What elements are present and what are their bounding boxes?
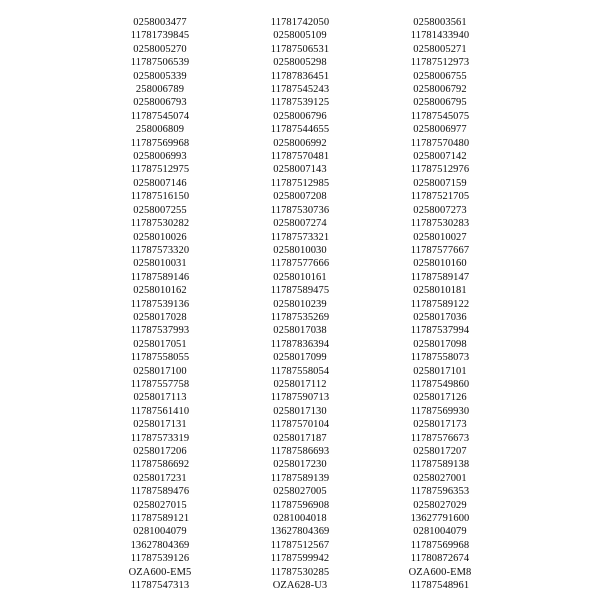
serial-number-cell: 11787590713 <box>270 392 330 404</box>
table-row <box>90 324 510 337</box>
serial-number-cell: 11787589476 <box>130 486 190 498</box>
table-row <box>90 365 510 378</box>
serial-number-cell: 0258017231 <box>133 472 187 484</box>
serial-number-cell: 11787512973 <box>410 57 470 69</box>
serial-number-cell: OZA628-U3 <box>272 580 328 592</box>
serial-number-cell: 11787512975 <box>130 164 190 176</box>
serial-number-cell: 0258027029 <box>413 499 467 511</box>
serial-number-cell: 11787530736 <box>270 204 330 216</box>
table-row <box>90 83 510 96</box>
serial-number-cell: 11787539136 <box>130 298 190 310</box>
table-row <box>90 552 510 565</box>
serial-number-cell: 11787558054 <box>270 365 330 377</box>
serial-number-cell: 0258017207 <box>413 446 467 457</box>
table-row <box>90 150 510 163</box>
serial-number-cell: 0281004018 <box>273 513 327 525</box>
serial-number-cell: 11787537994 <box>410 325 470 337</box>
serial-number-cell: 11787589147 <box>410 271 470 283</box>
serial-number-cell: 0258010181 <box>413 285 467 297</box>
serial-number-cell: 11787596908 <box>270 499 330 511</box>
serial-number-cell: 0258010027 <box>413 231 467 243</box>
serial-number-cell: 0258017187 <box>273 432 327 444</box>
serial-number-cell: 11787589121 <box>130 513 190 525</box>
serial-number-cell: 11787547313 <box>130 580 190 592</box>
table-row <box>90 378 510 391</box>
serial-number-cell: 0258010030 <box>273 244 327 256</box>
table-row <box>90 16 510 29</box>
serial-number-cell: 11787589138 <box>410 459 470 471</box>
table-row <box>90 298 510 311</box>
serial-number-cell: 0258006977 <box>413 124 467 136</box>
table-row <box>90 70 510 83</box>
serial-number-cell: 11787558055 <box>130 352 190 364</box>
table-row <box>90 43 510 56</box>
serial-number-cell: 11787512985 <box>270 177 330 189</box>
serial-number-cell: 0258005271 <box>413 43 467 55</box>
table-row <box>90 539 510 552</box>
serial-number-cell: 0281004079 <box>413 526 467 538</box>
serial-number-cell: 0258007255 <box>133 204 187 216</box>
serial-number-cell: 11787549860 <box>410 378 470 390</box>
serial-number-cell: 11787577667 <box>410 244 470 256</box>
serial-number-cell: 0258006992 <box>273 137 327 149</box>
serial-number-cell: 0258017038 <box>273 325 327 337</box>
serial-number-cell: 11787521705 <box>410 191 470 203</box>
serial-number-cell: 11787570104 <box>270 419 330 431</box>
serial-number-cell: 11787548961 <box>410 580 470 592</box>
serial-number-cell: 0258017126 <box>413 392 467 404</box>
table-row <box>90 351 510 364</box>
serial-number-cell: 0258006993 <box>133 151 187 163</box>
serial-number-cell: 11787599942 <box>270 553 330 565</box>
table-row <box>90 499 510 512</box>
serial-number-cell: 11787530282 <box>130 218 190 230</box>
serial-number-cell: 11787512976 <box>410 164 470 176</box>
serial-number-cell: 0258007273 <box>413 204 467 216</box>
serial-number-cell: 11787586692 <box>130 459 190 471</box>
serial-number-cell: 11787544655 <box>270 124 330 136</box>
table-row <box>90 445 510 458</box>
table-row <box>90 405 510 418</box>
serial-number-cell: OZA600-EM8 <box>408 566 472 578</box>
serial-number-cell: 0258010239 <box>273 298 327 310</box>
serial-number-cell: 11787557758 <box>130 378 190 390</box>
serial-number-table <box>90 16 510 592</box>
serial-number-cell: 0258017101 <box>413 365 467 377</box>
serial-number-cell: 0258007146 <box>133 177 187 189</box>
table-row <box>90 204 510 217</box>
table-body <box>90 16 510 592</box>
serial-number-cell: 11787573320 <box>130 244 190 256</box>
serial-number-cell: 0258017206 <box>133 446 187 457</box>
table-row <box>90 525 510 538</box>
serial-number-cell: 0258017230 <box>273 459 327 471</box>
serial-number-cell: 11787569968 <box>410 539 470 551</box>
serial-number-cell: 11787570481 <box>270 151 330 163</box>
serial-number-cell: 0258017098 <box>413 338 467 350</box>
serial-number-cell: 0258010162 <box>133 285 187 297</box>
serial-number-cell: 0258005109 <box>273 30 327 42</box>
serial-number-cell: 0258007143 <box>273 164 327 176</box>
serial-number-cell: 13627791600 <box>410 513 470 525</box>
serial-number-cell: 11787836451 <box>270 70 330 82</box>
serial-number-cell: 0258003561 <box>413 17 467 28</box>
serial-number-cell: 0258017131 <box>133 419 187 431</box>
serial-number-cell: 0258010160 <box>413 258 467 270</box>
serial-number-cell: 11787586693 <box>270 446 330 457</box>
serial-number-cell: 11787558073 <box>410 352 470 364</box>
serial-number-cell: 0258010026 <box>133 231 187 243</box>
serial-number-cell: 11787545075 <box>410 110 470 122</box>
table-row <box>90 110 510 123</box>
table-row <box>90 177 510 190</box>
serial-number-cell: 0258017113 <box>133 392 187 404</box>
serial-number-cell: 11787530283 <box>410 218 470 230</box>
serial-number-cell: 11787506531 <box>270 43 330 55</box>
serial-number-cell: 11787545243 <box>270 84 330 96</box>
serial-number-cell: 11787506539 <box>130 57 190 69</box>
table-row <box>90 190 510 203</box>
table-row <box>90 458 510 471</box>
table-row <box>90 244 510 257</box>
table-row <box>90 579 510 592</box>
table-row <box>90 163 510 176</box>
table-row <box>90 271 510 284</box>
serial-number-cell: 0258005270 <box>133 43 187 55</box>
table-row <box>90 284 510 297</box>
serial-number-cell: 13627804369 <box>130 539 190 551</box>
serial-number-cell: 11787539126 <box>130 553 190 565</box>
table-row <box>90 566 510 579</box>
serial-number-cell: 11787589146 <box>130 271 190 283</box>
serial-number-cell: OZA600-EM5 <box>128 566 192 578</box>
serial-number-cell: 0258005298 <box>273 57 327 69</box>
serial-number-cell: 11787539125 <box>270 97 330 109</box>
serial-number-cell: 11787530285 <box>270 566 330 578</box>
table-row <box>90 96 510 109</box>
serial-number-cell: 0258006792 <box>413 84 467 96</box>
serial-number-cell: 11787569930 <box>410 405 470 417</box>
serial-number-cell: 11787516150 <box>130 191 190 203</box>
serial-number-cell: 11781739845 <box>130 30 190 42</box>
serial-number-cell: 11787589122 <box>410 298 470 310</box>
serial-number-cell: 0258006796 <box>273 110 327 122</box>
serial-number-cell: 11787576673 <box>410 432 470 444</box>
serial-number-cell: 11787836394 <box>270 338 330 350</box>
serial-number-cell: 0258017173 <box>413 419 467 431</box>
serial-number-cell: 0258017099 <box>273 352 327 364</box>
serial-number-cell: 0258017112 <box>273 378 327 390</box>
serial-number-cell: 0258007208 <box>273 191 327 203</box>
serial-number-cell: 0258007274 <box>273 218 327 230</box>
table-row <box>90 29 510 42</box>
table-row <box>90 56 510 69</box>
table-row <box>90 472 510 485</box>
table-row <box>90 418 510 431</box>
table-row <box>90 512 510 525</box>
serial-number-cell: 0258017051 <box>133 338 187 350</box>
serial-number-cell: 0258007142 <box>413 151 467 163</box>
serial-number-cell: 0258006755 <box>413 70 467 82</box>
serial-number-cell: 11787545074 <box>130 110 190 122</box>
serial-number-cell: 11787589139 <box>270 472 330 484</box>
table-row <box>90 257 510 270</box>
table-row <box>90 311 510 324</box>
serial-number-cell: 0258003477 <box>133 17 187 28</box>
serial-number-cell: 13627804369 <box>270 526 330 538</box>
serial-number-cell: 11787577666 <box>270 258 330 270</box>
serial-number-cell: 11787512567 <box>270 539 330 551</box>
table-row <box>90 231 510 244</box>
serial-number-cell: 11787561410 <box>130 405 190 417</box>
serial-number-cell: 11787596353 <box>410 486 470 498</box>
serial-number-cell: 258006809 <box>135 124 185 136</box>
table-row <box>90 432 510 445</box>
serial-number-cell: 0258010161 <box>273 271 327 283</box>
serial-number-cell: 0258027015 <box>133 499 187 511</box>
serial-number-cell: 0258017100 <box>133 365 187 377</box>
serial-number-cell: 11787570480 <box>410 137 470 149</box>
serial-number-cell: 11787573319 <box>130 432 190 444</box>
table-row <box>90 123 510 136</box>
serial-number-cell: 11780872674 <box>410 553 470 565</box>
serial-number-cell: 11787573321 <box>270 231 330 243</box>
serial-number-cell: 11787537993 <box>130 325 190 337</box>
serial-number-cell: 11781433940 <box>410 30 470 42</box>
table-row <box>90 485 510 498</box>
table-row <box>90 137 510 150</box>
serial-number-cell: 0258006795 <box>413 97 467 109</box>
serial-number-cell: 11781742050 <box>270 17 330 28</box>
serial-number-cell: 0258017130 <box>273 405 327 417</box>
serial-number-cell: 0258005339 <box>133 70 187 82</box>
serial-number-cell: 0258027005 <box>273 486 327 498</box>
serial-number-cell: 0258007159 <box>413 177 467 189</box>
serial-number-cell: 11787589475 <box>270 285 330 297</box>
serial-number-cell: 0258017036 <box>413 311 467 323</box>
table-row <box>90 217 510 230</box>
table-row <box>90 391 510 404</box>
serial-number-cell: 0258017028 <box>133 311 187 323</box>
serial-number-cell: 11787535269 <box>270 311 330 323</box>
serial-number-cell: 11787569968 <box>130 137 190 149</box>
serial-number-cell: 258006789 <box>135 84 185 96</box>
serial-number-cell: 0258010031 <box>133 258 187 270</box>
serial-number-cell: 0258006793 <box>133 97 187 109</box>
table-row <box>90 338 510 351</box>
serial-number-cell: 0258027001 <box>413 472 467 484</box>
serial-number-cell: 0281004079 <box>133 526 187 538</box>
